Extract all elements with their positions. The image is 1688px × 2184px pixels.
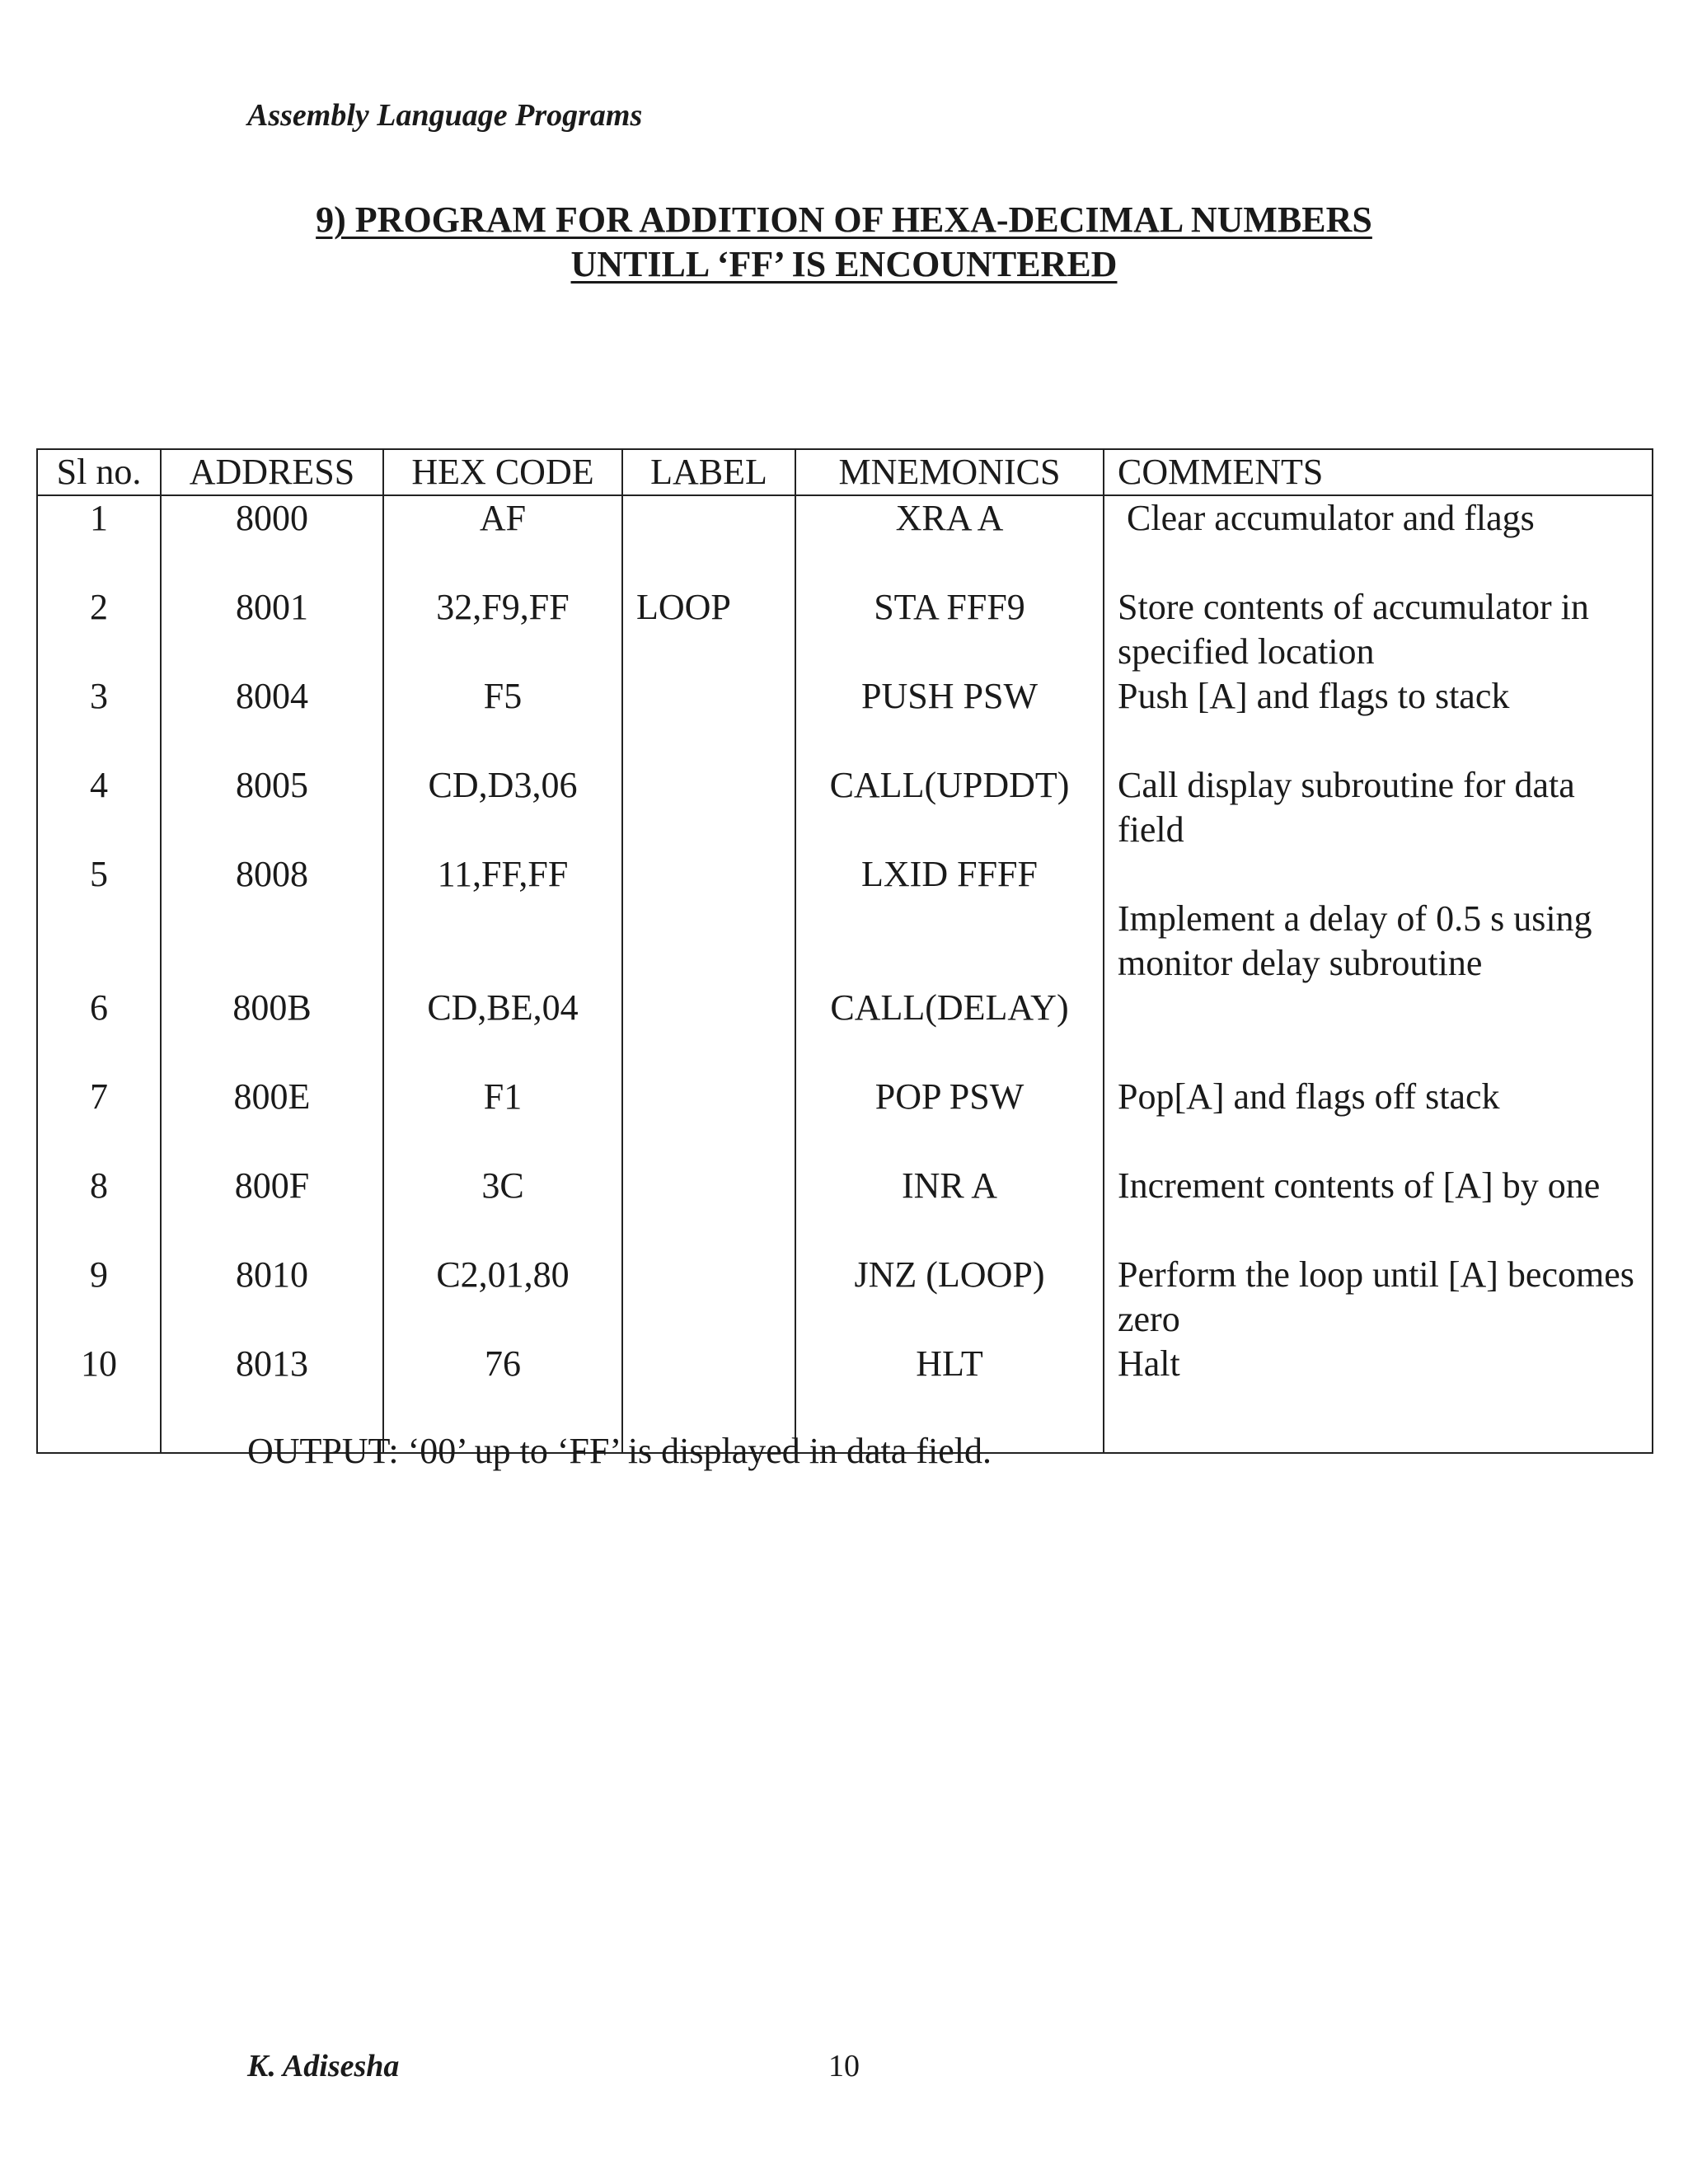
cell-address: 8000 xyxy=(161,495,383,585)
cell-label xyxy=(622,941,795,1075)
program-title-line-2: UNTILL ‘FF’ IS ENCOUNTERED xyxy=(570,244,1118,284)
cell-mnemonic: STA FFF9 xyxy=(795,585,1104,674)
cell-sl-no: 4 xyxy=(37,763,161,852)
cell-hex-code: CD,BE,04 xyxy=(383,941,622,1075)
cell-comment: Push [A] and flags to stack xyxy=(1104,674,1653,763)
col-header-sl-no: Sl no. xyxy=(37,449,161,495)
cell-mnemonic: JNZ (LOOP) xyxy=(795,1253,1104,1342)
cell-mnemonic: CALL(UPDDT) xyxy=(795,763,1104,852)
cell-address: 800E xyxy=(161,1075,383,1164)
col-header-address: ADDRESS xyxy=(161,449,383,495)
cell-sl-no: 7 xyxy=(37,1075,161,1164)
cell-comment: Call display subroutine for data field xyxy=(1104,763,1653,852)
cell-label xyxy=(622,674,795,763)
table-row xyxy=(37,495,1653,585)
col-header-hex-code: HEX CODE xyxy=(383,449,622,495)
cell-comment: Increment contents of [A] by one xyxy=(1104,1164,1653,1253)
cell-comment: Store contents of accumulator in specified location xyxy=(1104,585,1653,674)
cell-mnemonic: LXID FFFF xyxy=(795,852,1104,941)
cell-sl-no: 10 xyxy=(37,1342,161,1453)
cell-sl-no: 2 xyxy=(37,585,161,674)
cell-hex-code: 11,FF,FF xyxy=(383,852,622,941)
cell-address: 800B xyxy=(161,941,383,1075)
cell-mnemonic: CALL(DELAY) xyxy=(795,941,1104,1075)
cell-label xyxy=(622,1253,795,1342)
program-title xyxy=(0,198,1688,287)
cell-hex-code: AF xyxy=(383,495,622,585)
cell-hex-code: 3C xyxy=(383,1164,622,1253)
cell-mnemonic: HLT xyxy=(795,1342,1104,1453)
cell-label xyxy=(622,1164,795,1253)
table-row xyxy=(37,585,1653,674)
cell-address: 800F xyxy=(161,1164,383,1253)
cell-comment: Perform the loop until [A] becomes zero xyxy=(1104,1253,1653,1342)
cell-hex-code: C2,01,80 xyxy=(383,1253,622,1342)
cell-sl-no: 8 xyxy=(37,1164,161,1253)
table-row xyxy=(37,1075,1653,1164)
cell-label xyxy=(622,495,795,585)
table-row xyxy=(37,1164,1653,1253)
cell-hex-code: CD,D3,06 xyxy=(383,763,622,852)
table-header-row xyxy=(37,449,1653,495)
cell-address: 8001 xyxy=(161,585,383,674)
cell-comment: Clear accumulator and flags xyxy=(1104,495,1653,585)
cell-sl-no: 3 xyxy=(37,674,161,763)
cell-comment: Halt xyxy=(1104,1342,1653,1453)
cell-mnemonic: PUSH PSW xyxy=(795,674,1104,763)
table-row xyxy=(37,763,1653,852)
cell-address: 8005 xyxy=(161,763,383,852)
table-row xyxy=(37,941,1653,1075)
cell-hex-code: 76 xyxy=(383,1342,622,1453)
cell-hex-code: F1 xyxy=(383,1075,622,1164)
cell-address: 8013 xyxy=(161,1342,383,1453)
cell-address: 8010 xyxy=(161,1253,383,1342)
table-row xyxy=(37,1253,1653,1342)
cell-address: 8008 xyxy=(161,852,383,941)
cell-label xyxy=(622,763,795,852)
cell-hex-code: F5 xyxy=(383,674,622,763)
table-row xyxy=(37,674,1653,763)
col-header-mnemonics: MNEMONICS xyxy=(795,449,1104,495)
output-statement: OUTPUT: ‘00’ up to ‘FF’ is displayed in data field. xyxy=(247,1431,992,1471)
cell-address: 8004 xyxy=(161,674,383,763)
col-header-comments: COMMENTS xyxy=(1104,449,1653,495)
cell-mnemonic: INR A xyxy=(795,1164,1104,1253)
footer-author: K. Adisesha xyxy=(247,2049,400,2083)
program-table xyxy=(36,448,1653,1454)
cell-label xyxy=(622,1075,795,1164)
cell-sl-no: 5 xyxy=(37,852,161,941)
program-title-line-1: 9) PROGRAM FOR ADDITION OF HEXA-DECIMAL NUMBERS xyxy=(316,199,1372,240)
cell-mnemonic: POP PSW xyxy=(795,1075,1104,1164)
cell-label xyxy=(622,852,795,941)
cell-label: LOOP xyxy=(622,585,795,674)
running-header: Assembly Language Programs xyxy=(247,98,643,133)
cell-hex-code: 32,F9,FF xyxy=(383,585,622,674)
cell-sl-no: 1 xyxy=(37,495,161,585)
cell-sl-no: 6 xyxy=(37,941,161,1075)
cell-comment: Implement a delay of 0.5 s using monitor delay subroutine xyxy=(1104,897,1653,1030)
cell-comment: Pop[A] and flags off stack xyxy=(1104,1075,1653,1164)
col-header-label: LABEL xyxy=(622,449,795,495)
page-number: 10 xyxy=(828,2049,860,2083)
cell-sl-no: 9 xyxy=(37,1253,161,1342)
cell-mnemonic: XRA A xyxy=(795,495,1104,585)
